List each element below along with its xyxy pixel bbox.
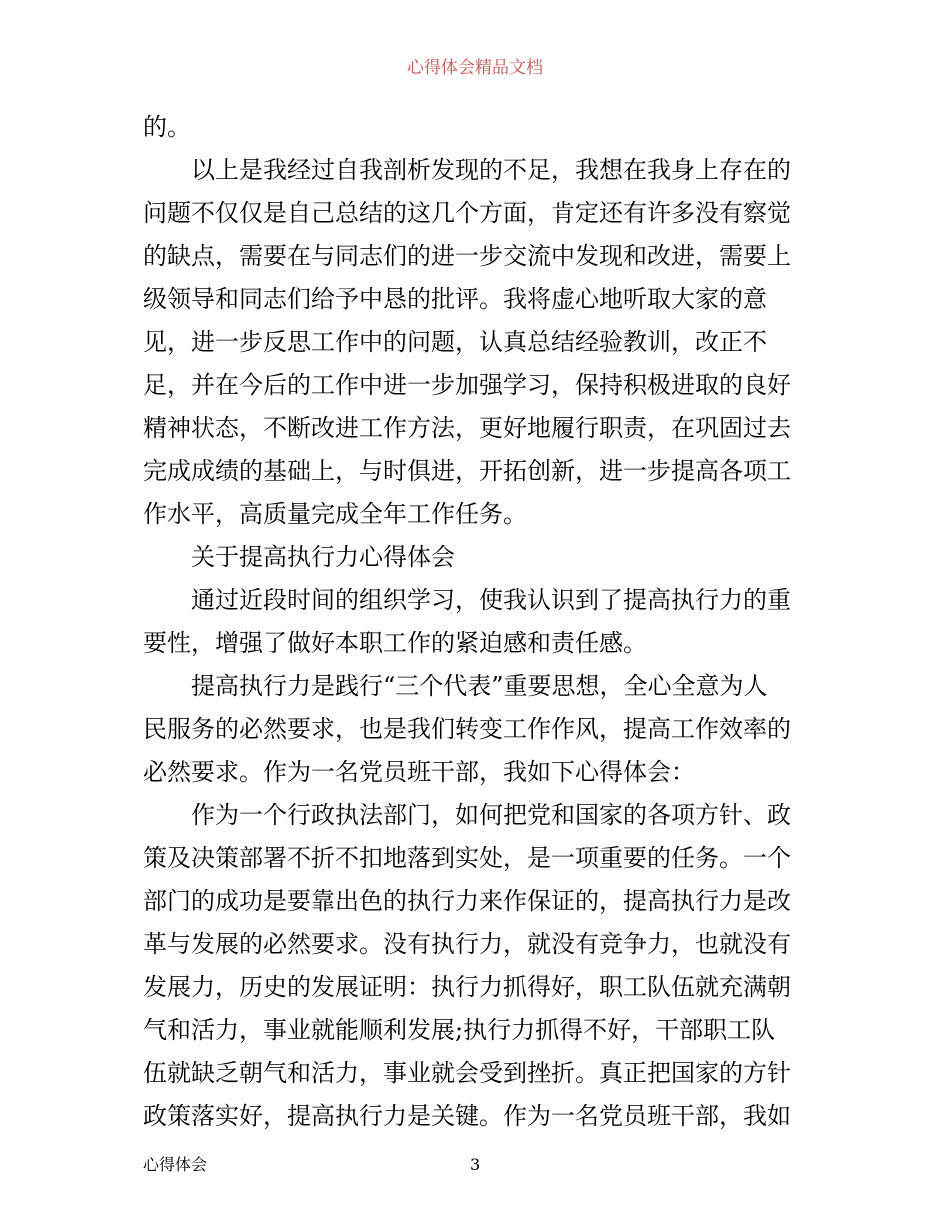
text-line: 政策落实好，提高执行力是关键。作为一名党员班干部，我如: [143, 1102, 791, 1130]
text-line: 伍就缺乏朝气和活力，事业就会受到挫折。真正把国家的方针: [143, 1059, 791, 1087]
text-line: 以上是我经过自我剖析发现的不足，我想在我身上存在的: [191, 156, 791, 184]
text-line: 发展力，历史的发展证明：执行力抓得好，职工队伍就充满朝: [143, 973, 791, 1001]
text-line: 提高执行力是践行“三个代表”重要思想，全心全意为人: [191, 672, 768, 700]
text-line: 气和活力，事业就能顺利发展;执行力抓得不好，干部职工队: [143, 1016, 776, 1044]
text-line: 完成成绩的基础上，与时俱进，开拓创新，进一步提高各项工: [143, 457, 791, 485]
text-line: 民服务的必然要求，也是我们转变工作作风，提高工作效率的: [143, 715, 791, 743]
text-line: 作水平，高质量完成全年工作任务。: [143, 500, 527, 528]
text-line: 足，并在今后的工作中进一步加强学习，保持积极进取的良好: [143, 371, 791, 399]
text-line: 通过近段时间的组织学习，使我认识到了提高执行力的重: [191, 586, 791, 614]
page-number: 3: [470, 1155, 481, 1174]
footer-label: 心得体会: [143, 1155, 208, 1174]
text-line: 策及决策部署不折不扣地落到实处，是一项重要的任务。一个: [143, 844, 791, 872]
text-line: 问题不仅仅是自己总结的这几个方面，肯定还有许多没有察觉: [143, 199, 791, 227]
text-line: 见，进一步反思工作中的问题，认真总结经验教训，改正不: [143, 328, 767, 356]
text-line: 作为一个行政执法部门，如何把党和国家的各项方针、政: [191, 801, 791, 829]
document-header-title: 心得体会精品文档: [407, 58, 543, 78]
text-line: 关于提高执行力心得体会: [191, 543, 455, 571]
text-line: 的。: [143, 113, 191, 141]
text-line: 部门的成功是要靠出色的执行力来作保证的，提高执行力是改: [143, 887, 791, 915]
text-line: 革与发展的必然要求。没有执行力，就没有竞争力，也就没有: [143, 930, 791, 958]
text-line: 必然要求。作为一名党员班干部，我如下心得体会：: [143, 758, 695, 786]
text-line: 精神状态，不断改进工作方法，更好地履行职责，在巩固过去: [143, 414, 791, 442]
text-line: 级领导和同志们给予中恳的批评。我将虚心地听取大家的意: [143, 285, 767, 313]
text-line: 要性，增强了做好本职工作的紧迫感和责任感。: [143, 629, 647, 657]
document-body: [143, 106, 811, 1138]
text-line: 的缺点，需要在与同志们的进一步交流中发现和改进，需要上: [143, 242, 791, 270]
